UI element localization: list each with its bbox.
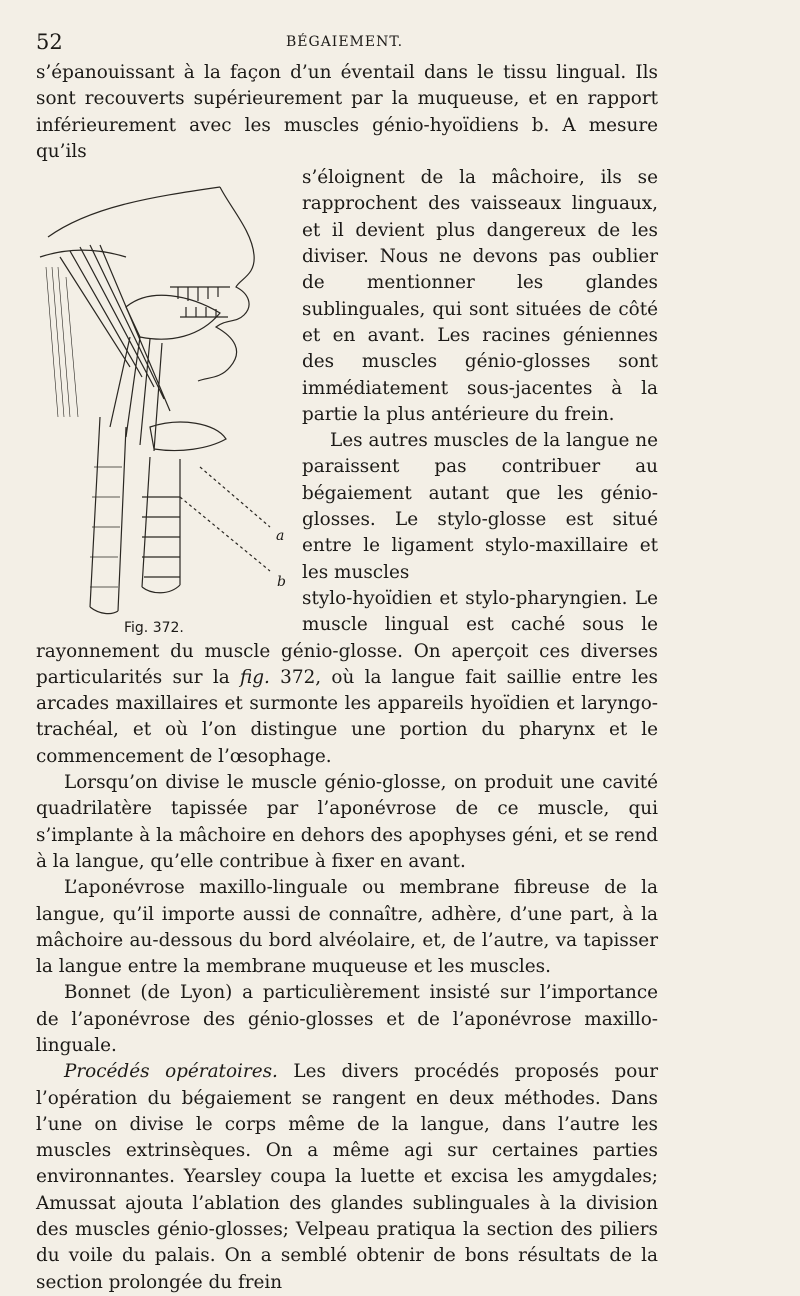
paragraph-2-fig: fig.: [239, 666, 270, 688]
running-head: BÉGAIEMENT.: [286, 34, 404, 50]
paragraph-2-wrap: Les autres muscles de la langue ne paraissent pas contribuer au bégaiement autant que les génio-glosses. Le stylo-glosse est situé entre le ligament stylo-maxillaire et les muscles: [302, 430, 658, 583]
figure-label-b: b: [277, 574, 286, 591]
paragraph-1-wrap: s’éloignent de la mâchoire, ils se rapprochent des vaisseaux linguaux, et il devient plus dangereux de les diviser. Nous ne devons pas oublier de mentionner les glandes sublinguales, qui sont situées de côté et en avant. Les racines géniennes des muscles génio-glosses sont immédiatement sous-jacentes à la partie la plus antérieure du frein.: [302, 167, 658, 425]
page-number: 52: [36, 30, 63, 54]
paragraph-3: Lorsqu’on divise le muscle génio-glosse, on produit une cavité quadrilatère tapissée par l’aponévrose de ce muscle, qui s’implante à la mâchoire en dehors des apophyses géni, et se rend à la langue, qu’elle contribue à fixer en avant.: [36, 772, 658, 872]
figure-372: [30, 167, 292, 635]
figure-label-a: a: [276, 528, 285, 545]
body-text: [36, 60, 658, 1296]
paragraph-4: L’aponévrose maxillo-linguale ou membrane fibreuse de la langue, qu’il importe aussi de connaître, adhère, d’une part, à la mâchoire au-dessous du bord alvéolaire, et, de l’autre, va tapisser la langue entre la membrane muqueuse et les muscles.: [36, 877, 658, 978]
page-header: [36, 30, 650, 58]
paragraph-2-rest-a: stylo-hyoïdien et stylo-pharyngien. Le muscle lingual est caché sous le rayonnement du muscle génio-glosse. On aperçoit ces diverses particularités sur la: [36, 587, 658, 688]
paragraph-1-top: s’épanouissant à la façon d’un éventail dans le tissu lingual. Ils sont recouverts supérieurement par la muqueuse, et en rapport inférieurement avec les muscles génio-hyoïdiens b. A mesure qu’ils: [36, 62, 658, 162]
anatomical-illustration-icon: [30, 167, 292, 617]
paragraph-6-body: Les divers procédés proposés pour l’opération du bégaiement se rangent en deux méthodes. Dans l’une on divise le corps même de la langue, dans l’autre les muscles extrinsèques. On a même agi sur certaines parties environnantes. Yearsley coupa la luette et excisa les amygdales; Amussat ajouta l’ablation des glandes sublinguales à la division des muscles génio-glosses; Velpeau pratiqua la section des piliers du voile du palais. On a semblé obtenir de bons résultats de la section prolongée du frein: [36, 1061, 658, 1293]
section-heading: Procédés opératoires.: [64, 1061, 278, 1083]
paragraph-5: Bonnet (de Lyon) a particulièrement insisté sur l’importance de l’aponévrose des génio-glosses et de l’aponévrose maxillo-linguale.: [36, 982, 658, 1056]
paragraph-2-rest-b: 372, où la langue fait saillie entre les arcades maxillaires et surmonte les appareils hyoïdien et laryngo-trachéal, et où l’on distingue une portion du pharynx et le commencement de l’œsophage.: [36, 666, 658, 767]
paragraph-6: [36, 1059, 658, 1296]
figure-caption: Fig. 372.: [124, 620, 184, 637]
